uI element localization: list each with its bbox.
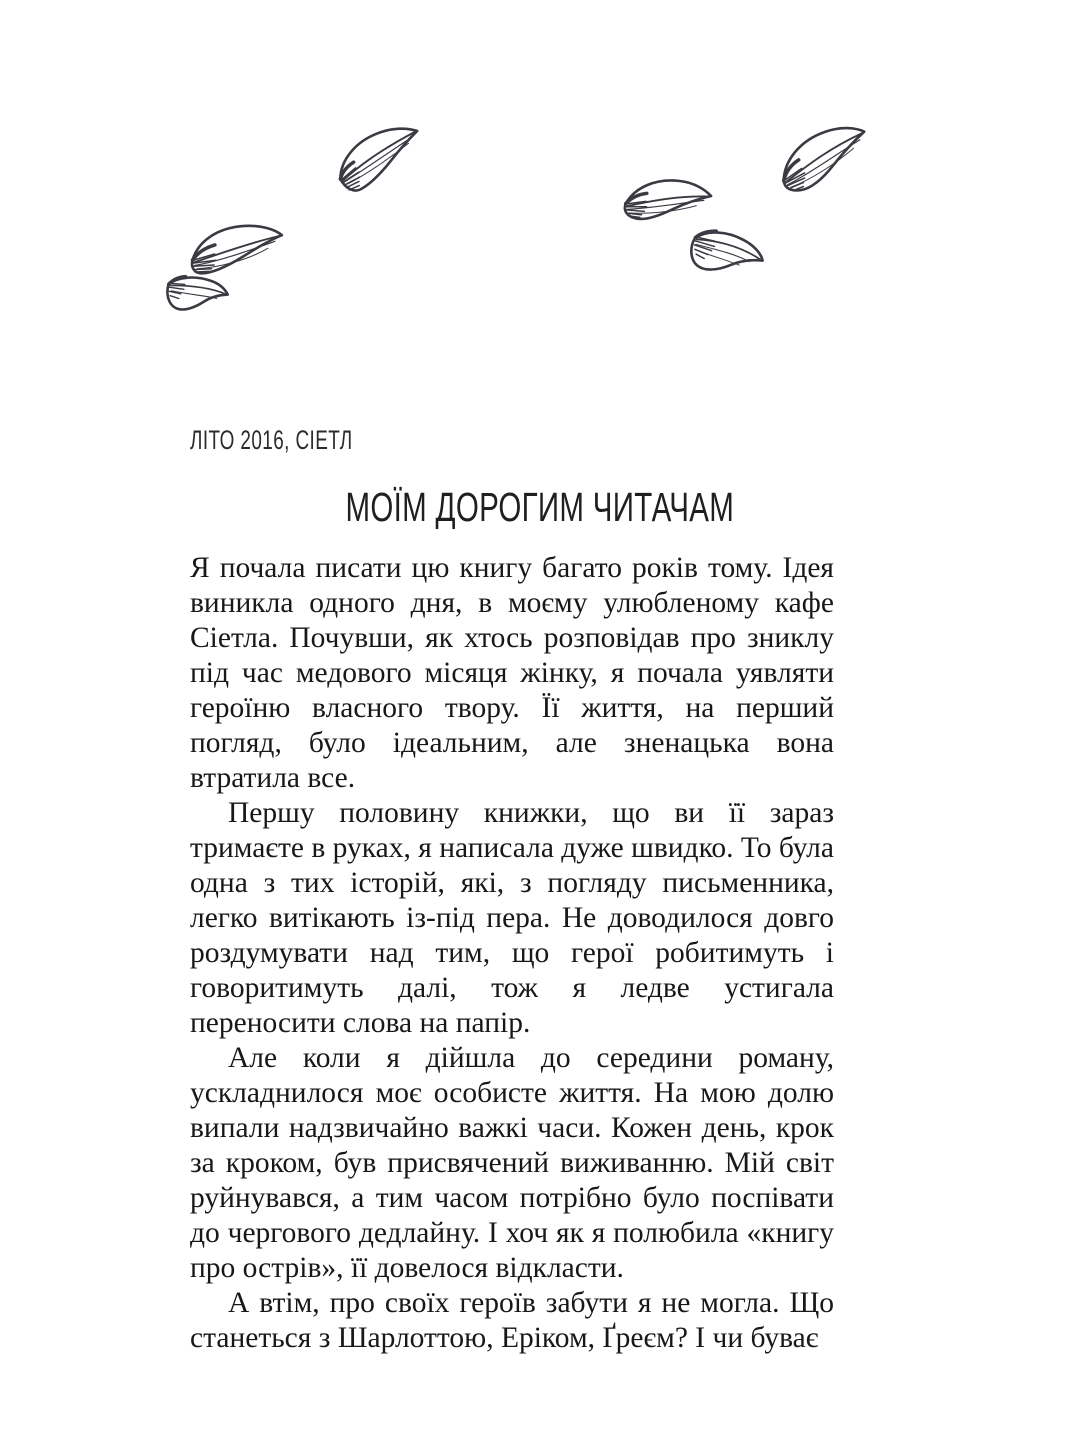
falling-leaves-ornament xyxy=(0,0,1080,360)
leaf-icon xyxy=(330,121,429,194)
paragraph: Я почала писати цю книгу багато років тому. Ідея виникла одного дня, в моєму улюбленому кафе Сіетла. Почувши, як хтось розповідав про зниклу під час медового місяця жінку, я почала уявляти героїню власного твору. Її життя, на перший погляд, було ідеальним, але зненацька вона втратила все. xyxy=(190,552,834,794)
paragraph: А втім, про своїх героїв забути я не могла. Що станеться з Шарлоттою, Еріком, Ґреєм? І чи буває xyxy=(190,1287,834,1354)
leaf-icon xyxy=(623,169,713,235)
leaf-icon xyxy=(164,272,230,319)
paragraph: Але коли я дійшла до середини роману, ускладнилося моє особисте життя. На мою долю випали надзвичайно важкі часи. Кожен день, крок за кроком, був присвячений виживанню. Мій світ руйнувався, а тим часом потрібно було поспівати до чергового дедлайну. І хоч як я полюбила «книгу про острів», її довелося відкласти. xyxy=(190,1042,834,1284)
dateline: ЛІТО 2016, СІЕТЛ xyxy=(190,425,353,455)
page-title xyxy=(0,484,1080,530)
paragraph: Першу половину книжки, що ви її зараз тримаєте в руках, я написала дуже швидко. То була одна з тих історій, які, з погляду письменника, легко витікають із-під пера. Не доводилося довго роздумувати над тим, що герої робитимуть і говоритимуть далі, тож я ледве устигала переносити слова на папір. xyxy=(190,797,834,1039)
body-text xyxy=(190,551,834,1356)
leaf-icon xyxy=(191,218,283,284)
leaf-icon xyxy=(685,222,767,288)
page-title-text: МОЇМ ДОРОГИМ ЧИТАЧАМ xyxy=(345,484,735,530)
leaf-icon xyxy=(775,123,873,193)
